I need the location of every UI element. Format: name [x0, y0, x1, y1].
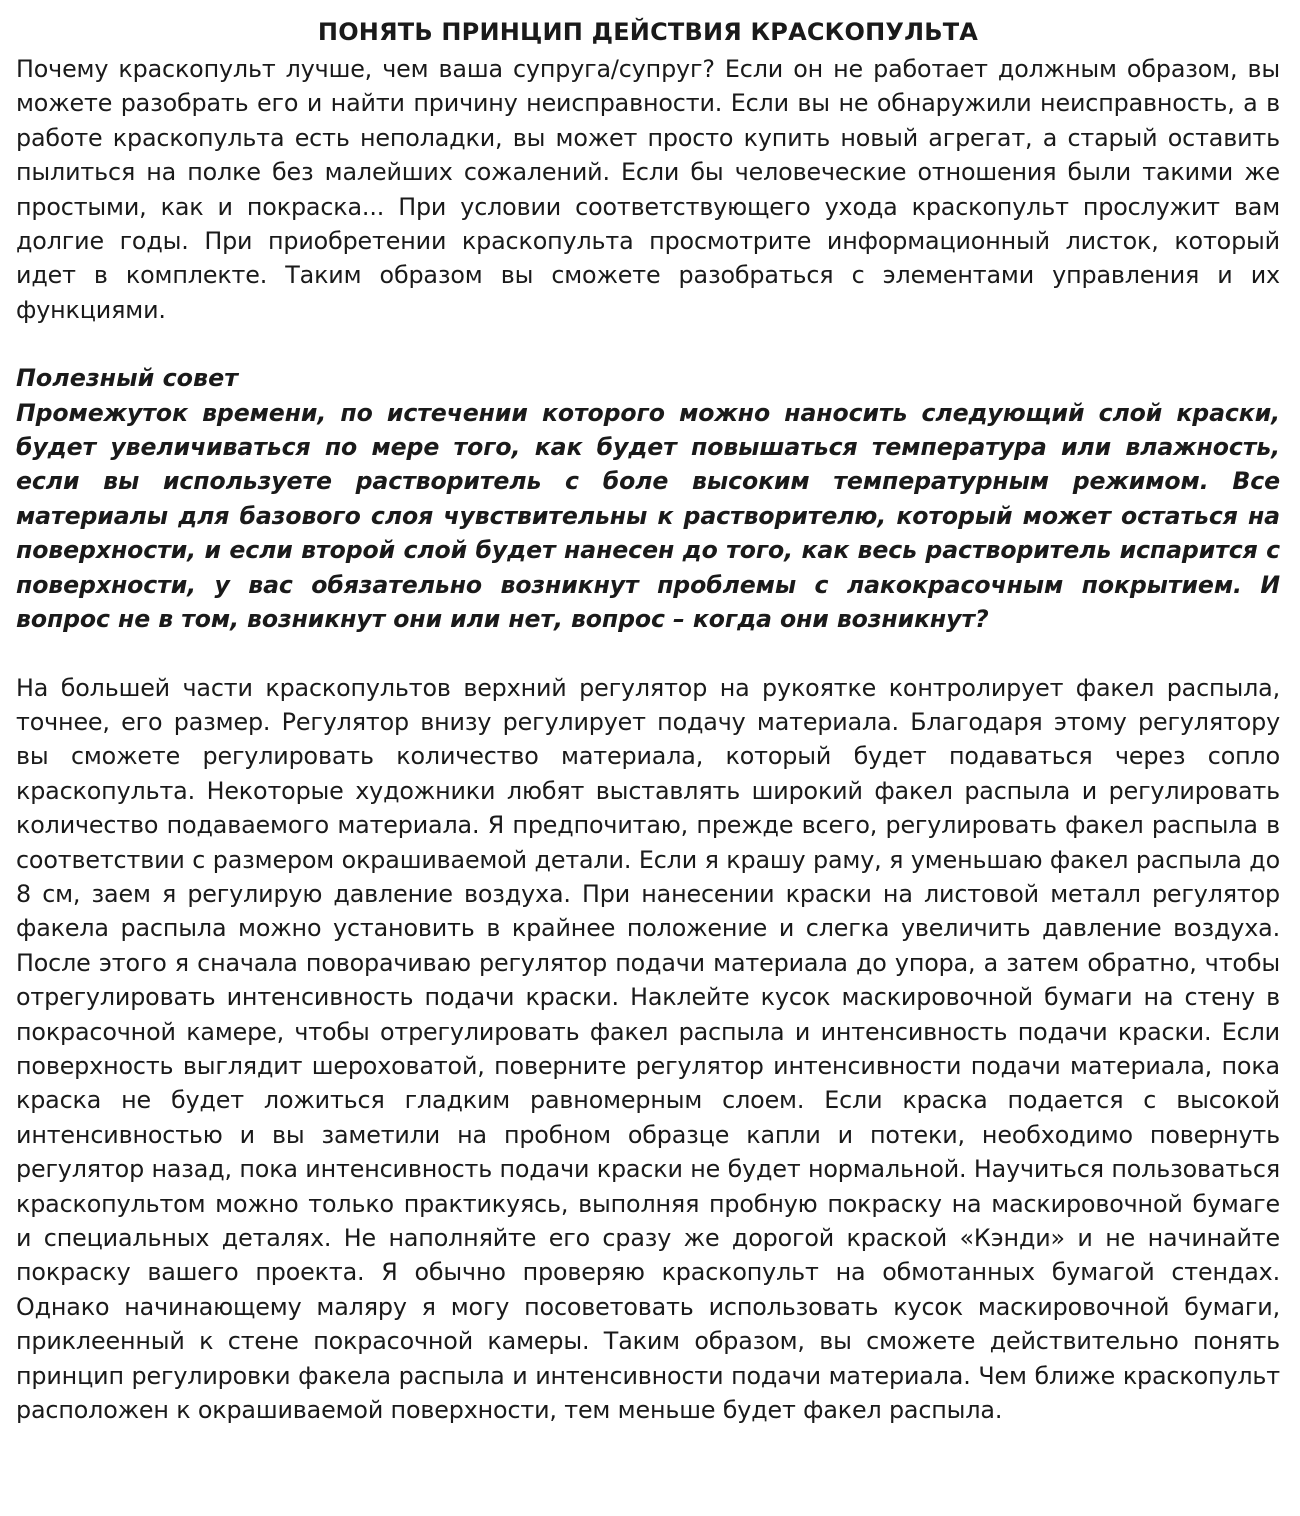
tip-block [16, 361, 1280, 636]
paragraph-spacer [16, 637, 1280, 671]
paragraph-spacer [16, 327, 1280, 361]
main-paragraph: На большей части краскопультов верхний регулятор на рукоятке контролирует факел распыла, точнее, его размер. Регулятор внизу регулирует подачу материала. Благодаря этому регулятору вы сможете регулировать количество материала, который будет подаваться через сопло краскопульта. Некоторые художники любят выставлять широкий факел распыла и регулировать количество подаваемого материала. Я предпочитаю, прежде всего, регулировать факел распыла в соответствии с размером окрашиваемой детали. Если я крашу раму, я уменьшаю факел распыла до 8 см, заем я регулирую давление воздуха. При нанесении краски на листовой металл регулятор факела распыла можно установить в крайнее положение и слегка увеличить давление воздуха. После этого я сначала поворачиваю регулятор подачи материала до упора, а затем обратно, чтобы отрегулировать интенсивность подачи краски. Наклейте кусок маскировочной бумаги на стену в покрасочной камере, чтобы отрегулировать факел распыла и интенсивность подачи краски. Если поверхность выглядит шероховатой, поверните регулятор интенсивности подачи материала, пока краска не будет ложиться гладким равномерным слоем. Если краска подается с высокой интенсивностью и вы заметили на пробном образце капли и потеки, необходимо повернуть регулятор назад, пока интенсивность подачи краски не будет нормальной. Научиться пользоваться краскопультом можно только практикуясь, выполняя пробную покраску на маскировочной бумаге и специальных деталях. Не наполняйте его сразу же дорогой краской «Кэнди» и не начинайте покраску вашего проекта. Я обычно проверяю краскопульт на обмотанных бумагой стендах. Однако начинающему маляру я могу посоветовать использовать кусок маскировочной бумаги, приклеенный к стене покрасочной камеры. Таким образом, вы сможете действительно понять принцип регулировки факела распыла и интенсивности подачи материала. Чем ближе краскопульт расположен к окрашиваемой поверхности, тем меньше будет факел распыла. [16, 673, 1280, 1425]
tip-body: Промежуток времени, по истечении которого можно наносить следующий слой краски, будет увеличиваться по мере того, как будет повышаться температура или влажность, если вы используете растворитель с боле высоким температурным режимом. Все материалы для базового слоя чувствительны к растворителю, который может остаться на поверхности, и если второй слой будет нанесен до того, как весь растворитель испарится с поверхности, у вас обязательно возникнут проблемы с лакокрасочным покрытием. И вопрос не в том, возникнут они или нет, вопрос – когда они возникнут? [16, 398, 1280, 634]
tip-heading: Полезный совет [16, 364, 239, 393]
page-title: ПОНЯТЬ ПРИНЦИП ДЕЙСТВИЯ КРАСКОПУЛЬТА [317, 18, 979, 46]
intro-paragraph: Почему краскопульт лучше, чем ваша супруга/супруг? Если он не работает должным образом, вы можете разобрать его и найти причину неисправности. Если вы не обнаружили неисправность, а в работе краскопульта есть неполадки, вы может просто купить новый агрегат, а старый оставить пылиться на полке без малейших сожалений. Если бы человеческие отношения были такими же простыми, как и покраска... При условии соответствующего ухода краскопульт прослужит вам долгие годы. При приобретении краскопульта просмотрите информационный листок, который идет в комплекте. Таким образом вы сможете разобраться с элементами управления и их функциями. [16, 55, 1280, 324]
